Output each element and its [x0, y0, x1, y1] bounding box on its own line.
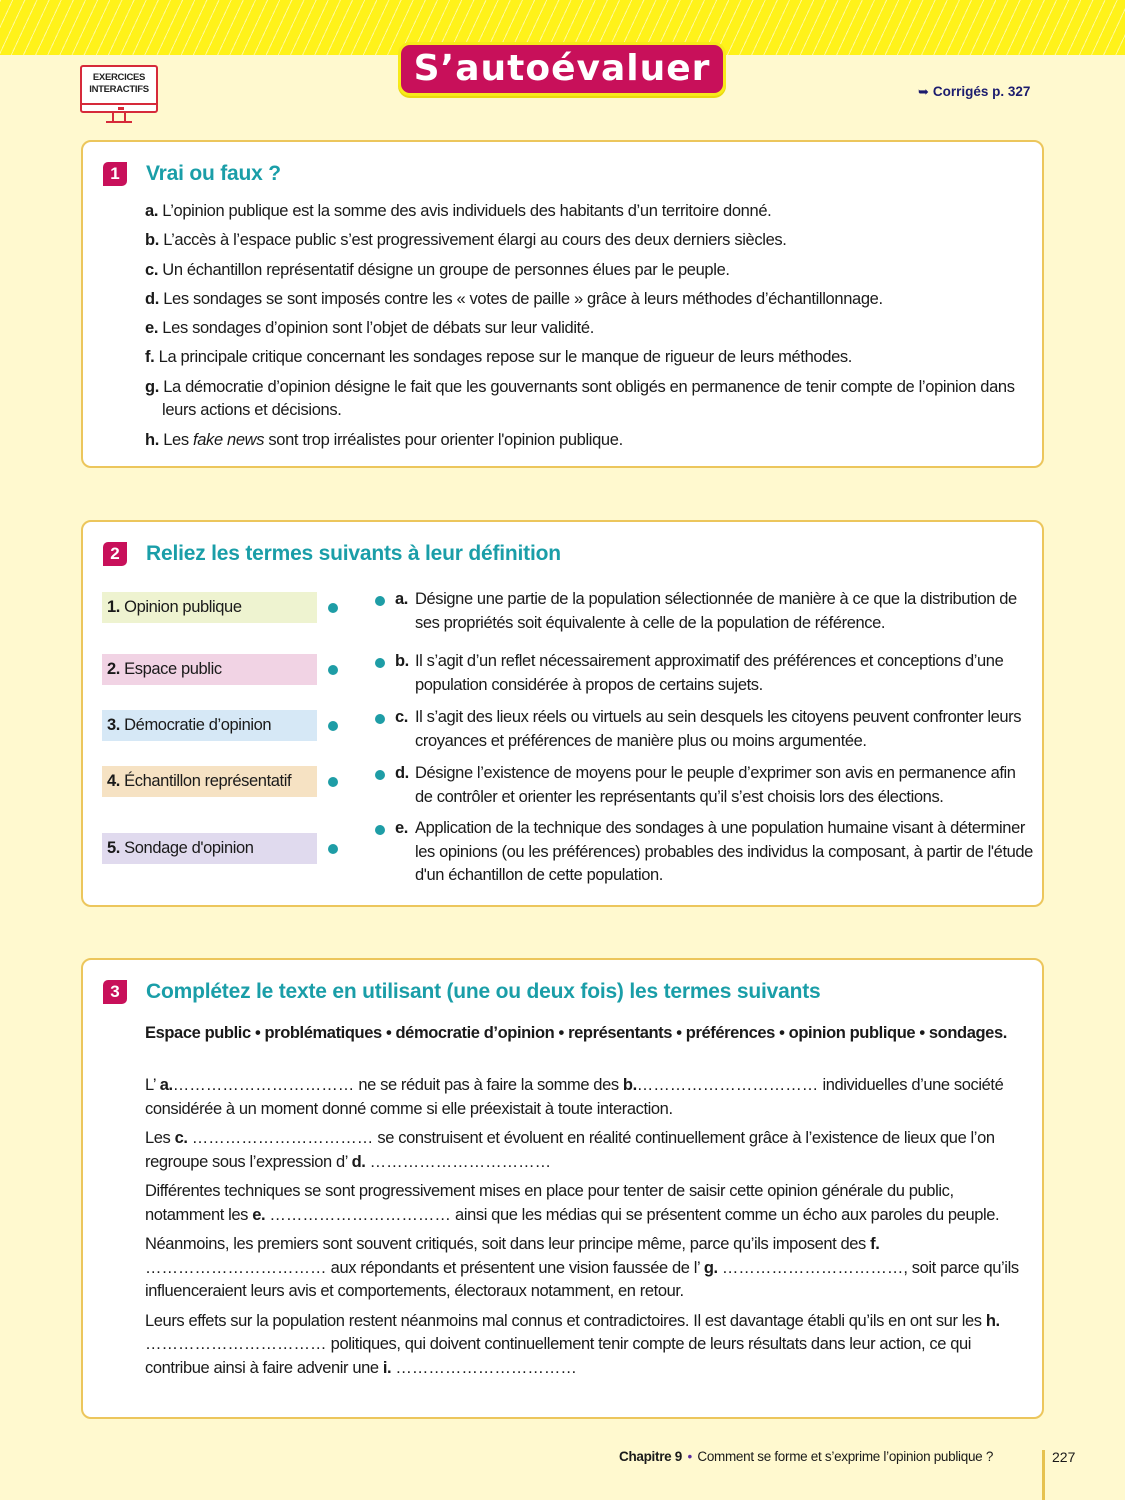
term-number: 3.: [107, 716, 120, 734]
term-label: Démocratie d’opinion: [124, 716, 272, 734]
answer-blank[interactable]: ……………………………: [395, 1358, 577, 1377]
monitor-icon-base: [106, 121, 132, 123]
text-segment: ne se réduit pas à faire la somme des: [354, 1076, 623, 1094]
item-text: sont trop irréalistes pour orienter l'opinion publique.: [264, 430, 623, 449]
term-number: 5.: [107, 839, 120, 857]
term-connector-dot[interactable]: [328, 721, 338, 731]
text-paragraph: [145, 1074, 1025, 1121]
footer-divider: [1042, 1450, 1045, 1500]
text-segment: politiques, qui doivent continuellement tenir compte de leurs résultats dans leur action, ce qui contribue ainsi à faire advenir une: [145, 1335, 972, 1377]
text-paragraph: [145, 1180, 1025, 1227]
page-title: S’autoévaluer: [398, 42, 726, 96]
item-text: L’opinion publique est la somme des avis individuels des habitants d’un territoire donné.: [162, 202, 772, 220]
interactive-badge-line-2: INTERACTIFS: [89, 84, 149, 95]
text-segment: ainsi que les médias qui se présentent comme un écho aux paroles du peuple.: [450, 1205, 1000, 1224]
text-segment: Différentes techniques se sont progressivement mises en place pour tenter de saisir cette opinion générale du public, notamment les: [145, 1182, 954, 1224]
term-number: 2.: [107, 660, 120, 678]
definition-text: Il s’agit d’un reflet nécessairement approximatif des préférences et conceptions d’une population considérée à propos de certains sujets.: [415, 652, 1004, 694]
answer-blank[interactable]: ……………………………: [145, 1258, 327, 1277]
list-item: [145, 429, 1025, 453]
list-item: [145, 200, 1025, 224]
corriges-link[interactable]: [918, 84, 1030, 100]
definition-item: [373, 817, 1033, 888]
definition-item: [373, 650, 1033, 697]
blank-letter: d.: [351, 1152, 366, 1171]
item-letter: c.: [145, 260, 159, 279]
text-segment: Néanmoins, les premiers sont souvent critiqués, soit dans leur principe même, parce qu’ils imposent des: [145, 1235, 871, 1253]
true-false-list: [145, 200, 1025, 458]
text-segment: L’: [145, 1076, 160, 1094]
definition-text: Désigne une partie de la population sélectionnée de manière à ce que la distribution de ses propriétés soit équivalente à celle de la population de référence.: [415, 590, 1017, 632]
item-letter: g.: [145, 377, 159, 396]
exercise-2-header: [103, 542, 561, 566]
exercise-3-card: [81, 958, 1044, 1419]
definition-connector-dot[interactable]: [375, 770, 385, 780]
item-text: Les sondages d’opinion sont l’objet de débats sur leur validité.: [162, 319, 594, 338]
corriges-label: Corrigés p. 327: [932, 84, 1031, 99]
term-item[interactable]: [102, 654, 317, 685]
text-segment: individuelles d’une société considérée à un moment donné comme si elle préexistait à toute interaction.: [145, 1076, 1004, 1118]
answer-blank[interactable]: ……………………………: [145, 1335, 327, 1353]
text-segment: se construisent et évoluent en réalité continuellement grâce à l’existence de lieux que l’on regroupe sous l’expression d’: [145, 1129, 995, 1171]
chapter-label: Chapitre 9: [619, 1449, 683, 1464]
list-item: [145, 376, 1025, 423]
term-label: Espace public: [124, 660, 222, 678]
list-item: [145, 229, 1025, 253]
exercise-number-badge: 2: [103, 542, 127, 566]
item-letter: d.: [145, 289, 159, 308]
monitor-power-led: [118, 107, 124, 110]
term-connector-dot[interactable]: [328, 603, 338, 613]
definition-letter: c.: [395, 708, 408, 726]
list-item: [145, 317, 1025, 341]
definition-connector-dot[interactable]: [375, 658, 385, 668]
word-bank: Espace public • problématiques • démocratie d’opinion • représentants • préférences • opinion publique • sondages.: [145, 1024, 1007, 1042]
definition-item: [373, 588, 1033, 635]
blank-letter: g.: [703, 1258, 718, 1277]
term-connector-dot[interactable]: [328, 665, 338, 675]
term-label: Sondage d'opinion: [124, 839, 254, 857]
definition-connector-dot[interactable]: [375, 714, 385, 724]
exercise-number-badge: 3: [103, 980, 127, 1004]
item-text: Un échantillon représentatif désigne un groupe de personnes élues par le peuple.: [162, 260, 730, 279]
text-paragraph: [145, 1310, 1025, 1381]
monitor-bezel: [82, 103, 156, 105]
list-item: [145, 288, 1025, 312]
definition-item: [373, 706, 1033, 753]
text-segment: aux répondants et présentent une vision faussée de l’: [326, 1258, 704, 1277]
definition-letter: a.: [395, 590, 408, 608]
footer-chapter: [619, 1449, 993, 1464]
term-item[interactable]: [102, 592, 317, 623]
list-item: [145, 259, 1025, 283]
term-label: Échantillon représentatif: [124, 772, 292, 790]
term-item[interactable]: [102, 766, 317, 797]
exercise-2-card: [81, 520, 1044, 907]
text-segment: Leurs effets sur la population restent néanmoins mal connus et contradictoires. Il est davantage établi qu’ils en ont sur les: [145, 1311, 986, 1330]
page-number: 227: [1052, 1449, 1076, 1465]
definition-letter: b.: [395, 652, 409, 670]
footer-separator: •: [687, 1449, 692, 1464]
answer-blank[interactable]: ……………………………: [721, 1258, 904, 1277]
answer-blank[interactable]: ……………………………: [636, 1076, 819, 1094]
blank-letter: a.: [159, 1076, 173, 1094]
item-letter: f.: [145, 348, 155, 367]
definition-letter: e.: [395, 819, 408, 837]
term-connector-dot[interactable]: [328, 844, 338, 854]
blank-letter: i.: [382, 1358, 392, 1377]
answer-blank[interactable]: ……………………………: [172, 1076, 355, 1094]
item-text: L’accès à l’espace public s’est progressivement élargi au cours des deux derniers siècles.: [163, 231, 787, 250]
blank-letter: f.: [870, 1235, 880, 1253]
definition-text: Désigne l’existence de moyens pour le peuple d’exprimer son avis en permanence afin de contrôler et orienter les représentants qu’il s’est choisis lors des élections.: [415, 764, 1016, 806]
interactive-badge-line-1: EXERCICES: [92, 72, 146, 83]
answer-blank[interactable]: ……………………………: [191, 1129, 374, 1147]
list-item: [145, 346, 1025, 370]
definition-connector-dot[interactable]: [375, 825, 385, 835]
chapter-title: Comment se forme et s’exprime l’opinion publique ?: [697, 1449, 994, 1464]
answer-blank[interactable]: ……………………………: [369, 1152, 552, 1171]
text-paragraph: [145, 1233, 1025, 1304]
exercise-title: Vrai ou faux ?: [146, 162, 281, 185]
exercise-3-header: [103, 980, 821, 1004]
blank-letter: c.: [174, 1129, 188, 1147]
definition-text: Il s’agit des lieux réels ou virtuels au sein desquels les citoyens peuvent confronter leurs croyances et préférences de manière plus ou moins argumentée.: [415, 708, 1022, 750]
item-text-italic: fake news: [193, 430, 265, 449]
term-item[interactable]: [102, 833, 317, 864]
exercise-1-header: [103, 162, 281, 186]
item-text: Les sondages se sont imposés contre les « votes de paille » grâce à leurs méthodes d’échantillonnage.: [163, 289, 883, 308]
answer-blank[interactable]: ……………………………: [269, 1205, 451, 1224]
text-segment: , soit parce qu’ils influenceraient leurs avis et comportements, électoraux notamment, en retour.: [145, 1258, 1019, 1300]
term-number: 4.: [107, 772, 120, 790]
exercise-number-badge: 1: [103, 162, 127, 186]
blank-letter: e.: [252, 1205, 266, 1224]
term-connector-dot[interactable]: [328, 777, 338, 787]
item-text: Les: [163, 430, 193, 449]
term-label: Opinion publique: [124, 598, 242, 616]
exercise-title: Complétez le texte en utilisant (une ou deux fois) les termes suivants: [146, 980, 821, 1003]
blank-letter: h.: [985, 1311, 1000, 1330]
interactive-exercises-button[interactable]: [80, 65, 158, 113]
item-letter: b.: [145, 231, 159, 250]
definition-letter: d.: [395, 764, 409, 782]
definition-connector-dot[interactable]: [375, 596, 385, 606]
text-paragraph: [145, 1127, 1025, 1174]
text-segment: Les: [145, 1129, 175, 1147]
item-letter: h.: [145, 430, 159, 449]
exercise-title: Reliez les termes suivants à leur définition: [146, 542, 561, 565]
blank-letter: b.: [622, 1076, 637, 1094]
definition-item: [373, 762, 1033, 809]
arrow-right-icon: ➥: [918, 84, 929, 99]
item-text: La démocratie d’opinion désigne le fait que les gouvernants sont obligés en permanence de tenir compte de l’opinion dans leurs actions et décisions.: [162, 377, 1015, 420]
term-item[interactable]: [102, 710, 317, 741]
term-number: 1.: [107, 598, 120, 616]
fill-in-text: [145, 1074, 1025, 1386]
item-letter: a.: [145, 202, 159, 220]
definition-text: Application de la technique des sondages à une population humaine visant à déterminer les opinions (ou les préférences) probables des individus la composant, à partir de l'étude d'un échantillon de cette population.: [415, 819, 1033, 884]
item-text: La principale critique concernant les sondages repose sur le manque de rigueur de leurs méthodes.: [158, 348, 853, 367]
exercise-1-card: [81, 140, 1044, 468]
item-letter: e.: [145, 319, 159, 338]
